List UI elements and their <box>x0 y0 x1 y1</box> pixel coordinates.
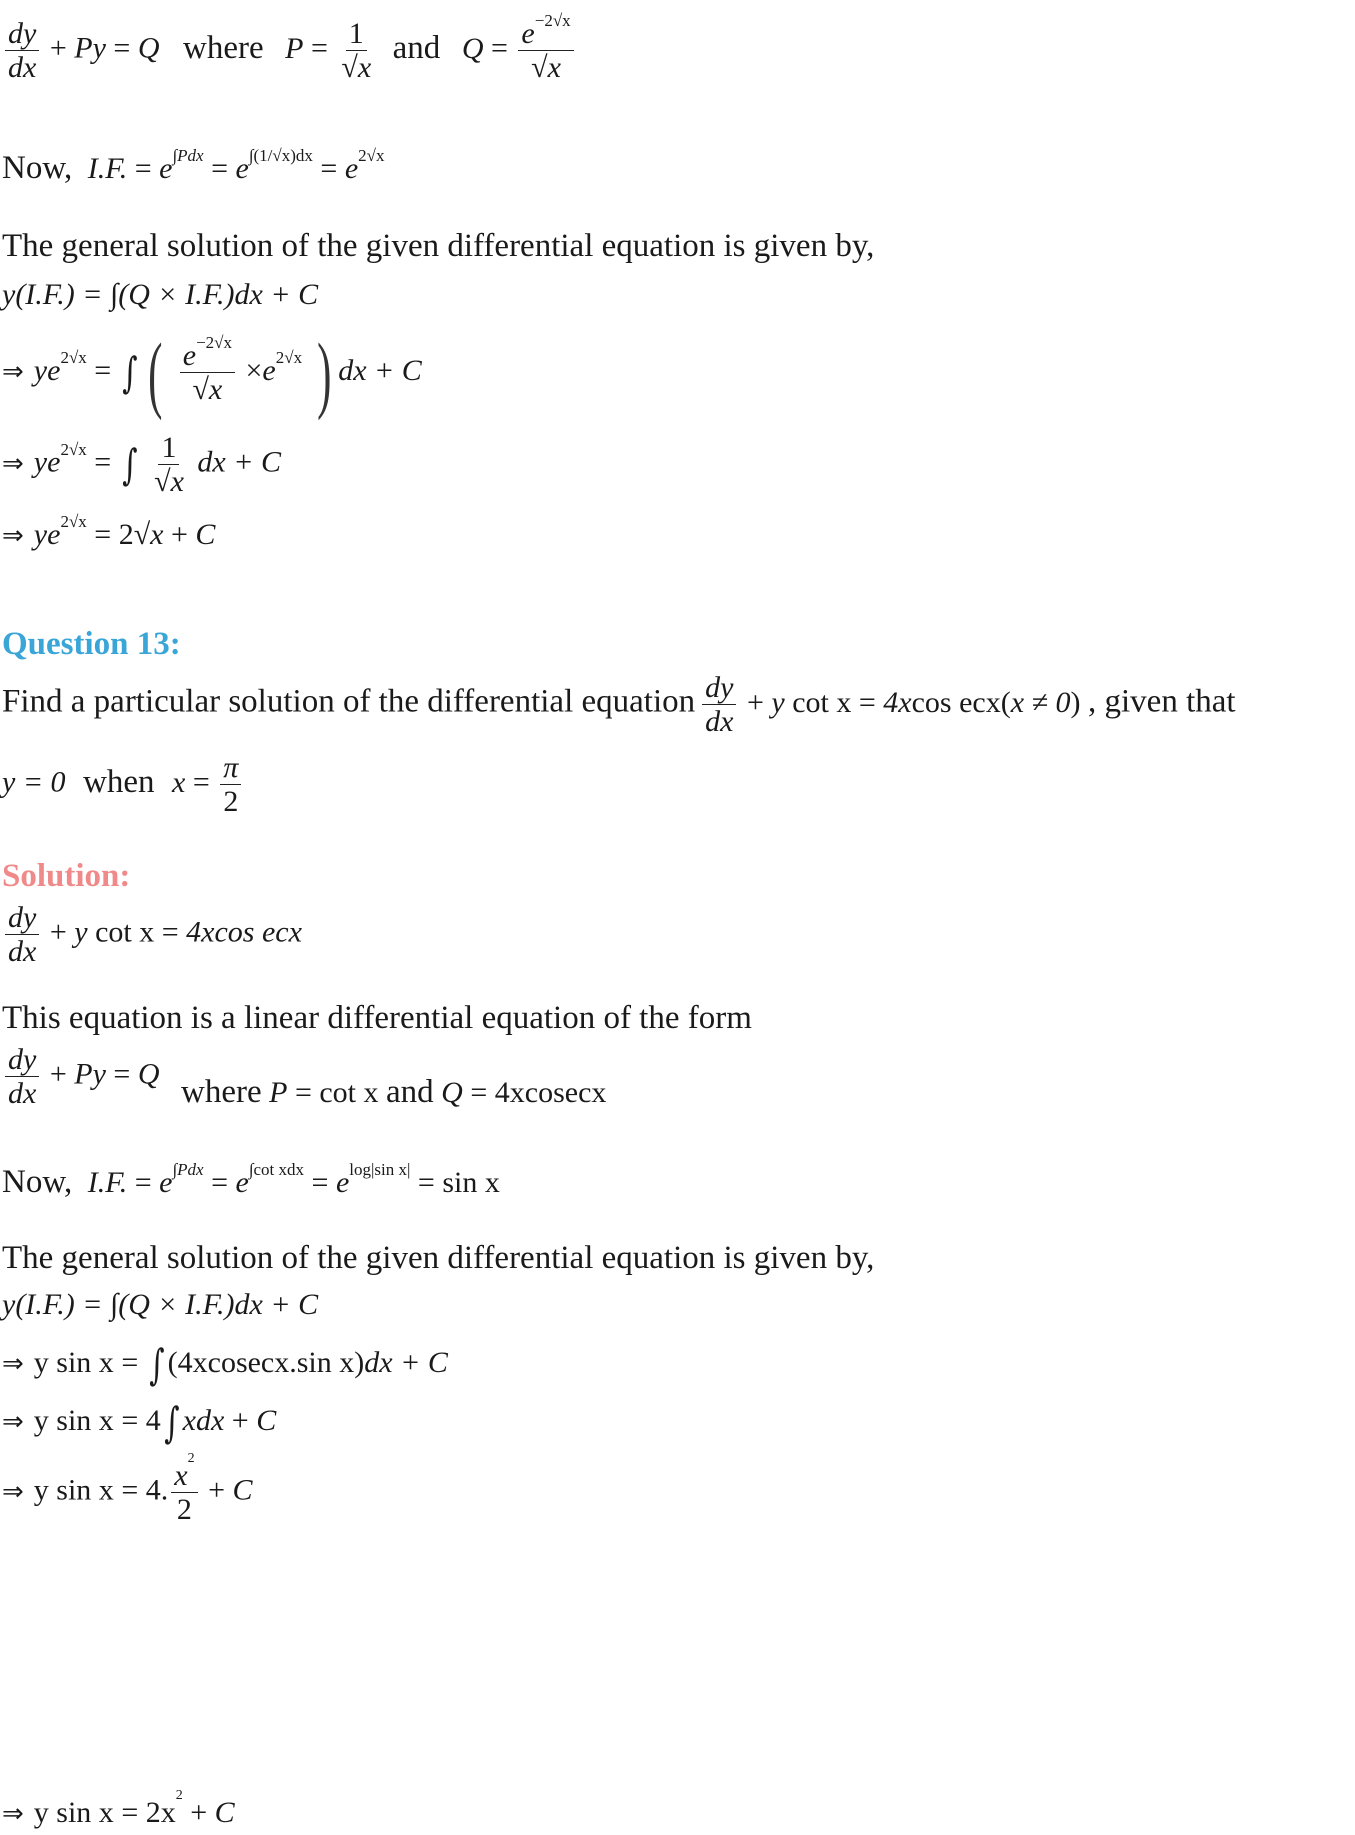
step-1: y(I.F.) = ∫(Q × I.F.)dx + C <box>2 278 319 311</box>
solution-integrating-factor: Now, I.F. = $e^{\int Pdx} = e^{\int cot xdx} = e^{log|sin x|} = \sin x$ <box>2 1160 500 1200</box>
solution-title: Solution: <box>2 858 131 894</box>
question-equation: $\frac{dy}{dx}$ + y cot x = 4xcos ecx(x ≠ 0) <box>699 686 1088 719</box>
and-label: and <box>392 29 441 66</box>
question-condition: y = 0 when x = $\frac{\pi}{2}$ <box>2 752 244 818</box>
p-fraction: $\frac{1}{√x}$ <box>341 17 372 84</box>
question-title: Question 13: <box>2 626 181 662</box>
solution-step-2: ⇒ y sin x = ∫ (4xcosecx.sin x)dx + C <box>2 1340 448 1389</box>
question-statement <box>2 672 1355 738</box>
step-2: ⇒ $ye^{2√x}$ = ∫ ( $\frac{e^{-2√x}}{√x}$ $\times e^{2√x}$ ) dx + C <box>2 325 422 421</box>
dy-dx-fraction: $\frac{dy}{dx}$ <box>5 18 39 84</box>
question-text-after: , given that <box>1088 683 1236 720</box>
solution-step-1: y(I.F.) = ∫(Q × I.F.)dx + C <box>2 1288 319 1321</box>
solution-step-3: ⇒ y sin x = 4∫ xdx + C <box>2 1398 277 1447</box>
general-solution-text: The general solution of the given differential equation is given by, <box>2 228 875 264</box>
now-label: Now, <box>2 150 73 186</box>
solution-step-4: ⇒ y sin x = 4. $\frac{x^2}{2}$ + C <box>2 1451 253 1526</box>
solution-form-line: $\frac{dy}{dx}$ + Py = Q where P = cot x and Q = 4xcosecx <box>2 1044 606 1110</box>
given-equation: $\frac{dy}{dx}$ + y cot x = 4xcos ecx <box>2 902 302 968</box>
question-text: Find a particular solution of the differential equation <box>2 683 696 720</box>
where-label: where <box>182 29 264 66</box>
solution-general-text: The general solution of the given differential equation is given by, <box>2 1240 875 1276</box>
q-fraction: $\frac{e^{-2√x}}{√x}$ <box>518 18 573 84</box>
integrating-factor-line: Now, I.F. = $e^{\int Pdx} = e^{\int(1/√x)dx} = e^{2√x}$ <box>2 146 385 186</box>
step-3: ⇒ $ye^{2√x}$ = ∫ $\frac{1}{√x}$ dx + C <box>2 431 281 498</box>
linear-form-text: This equation is a linear differential equation of the form <box>2 1000 752 1036</box>
linear-form-line: $\frac{dy}{dx}$ + Py = Q where P = $\frac{1}{√x}$ and Q = $\frac{e^{-2√x}}{√x}$ <box>2 18 577 84</box>
step-4: ⇒ $ye^{2√x} = 2√x + C$ <box>2 512 216 551</box>
solution-step-5: ⇒ y $\sin x = 2x^2 + C$ <box>2 1788 235 1829</box>
